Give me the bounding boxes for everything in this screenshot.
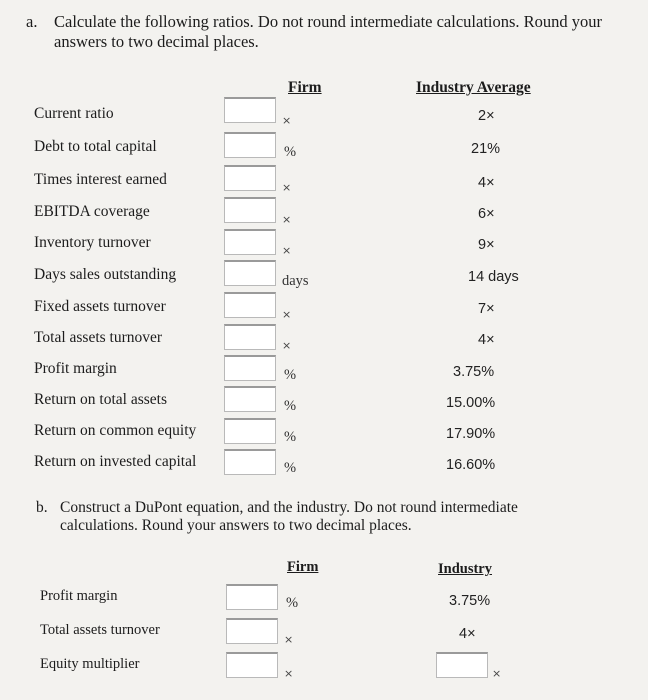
row-label-return-on-invested-capital: Return on invested capital [34, 453, 197, 470]
return-on-common-equity-input[interactable] [224, 418, 276, 444]
part-a-instructions [26, 12, 636, 52]
row-label-return-on-common-equity: Return on common equity [34, 422, 197, 439]
times-interest-earned-input[interactable] [224, 165, 276, 191]
dupont-profit-margin-input[interactable] [226, 584, 278, 610]
row-label-times-interest-earned: Times interest earned [34, 171, 167, 188]
return-on-invested-capital-industry: 16.60% [446, 457, 496, 473]
return-on-total-assets-input[interactable] [224, 386, 276, 412]
dupont-profit-margin-unit: % [286, 595, 299, 611]
times-interest-earned-industry: 4× [478, 175, 495, 191]
dupont-firm-column-header: Firm [287, 559, 319, 575]
total-assets-turnover-industry: 4× [478, 332, 495, 348]
dupont-total-assets-turnover-unit: × [284, 633, 294, 646]
row-label-current-ratio: Current ratio [34, 105, 114, 122]
times-interest-earned-unit: × [282, 181, 292, 194]
part-b-instructions [36, 499, 596, 535]
total-assets-turnover-unit: × [282, 339, 292, 352]
ebitda-coverage-input[interactable] [224, 197, 276, 223]
row-label-fixed-assets-turnover: Fixed assets turnover [34, 298, 166, 315]
current-ratio-input[interactable] [224, 97, 276, 123]
current-ratio-industry: 2× [478, 108, 495, 124]
profit-margin-industry: 3.75% [453, 364, 495, 380]
fixed-assets-turnover-input[interactable] [224, 292, 276, 318]
return-on-common-equity-industry: 17.90% [446, 426, 496, 442]
row-label-ebitda-coverage: EBITDA coverage [34, 203, 150, 220]
return-on-invested-capital-input[interactable] [224, 449, 276, 475]
dupont-total-assets-turnover-industry: 4× [459, 626, 476, 642]
profit-margin-input[interactable] [224, 355, 276, 381]
fixed-assets-turnover-unit: × [282, 308, 292, 321]
debt-to-total-capital-unit: % [284, 144, 297, 160]
return-on-invested-capital-unit: % [284, 460, 297, 476]
dupont-equity-multiplier-input[interactable] [226, 652, 278, 678]
part-a-text: Calculate the following ratios. Do not round intermediate calculations. Round your answers to two decimal places. [54, 12, 603, 51]
dupont-row-label-equity-multiplier: Equity multiplier [40, 656, 140, 672]
fixed-assets-turnover-industry: 7× [478, 301, 495, 317]
days-sales-outstanding-unit: days [282, 273, 309, 289]
dupont-row-label-profit-margin: Profit margin [40, 588, 118, 604]
debt-to-total-capital-industry: 21% [471, 141, 501, 157]
firm-column-header: Firm [288, 79, 322, 96]
dupont-total-assets-turnover-input[interactable] [226, 618, 278, 644]
ebitda-coverage-industry: 6× [478, 206, 495, 222]
dupont-industry-equity-multiplier-input[interactable] [436, 652, 488, 678]
row-label-profit-margin: Profit margin [34, 360, 117, 377]
debt-to-total-capital-input[interactable] [224, 132, 276, 158]
ebitda-coverage-unit: × [282, 213, 292, 226]
days-sales-outstanding-industry: 14 days [468, 269, 519, 285]
row-label-days-sales-outstanding: Days sales outstanding [34, 266, 177, 283]
part-a-letter: a. [26, 12, 38, 31]
dupont-row-label-total-assets-turnover: Total assets turnover [40, 622, 160, 638]
return-on-total-assets-unit: % [284, 398, 297, 414]
inventory-turnover-unit: × [282, 244, 292, 257]
inventory-turnover-input[interactable] [224, 229, 276, 255]
profit-margin-unit: % [284, 367, 297, 383]
days-sales-outstanding-input[interactable] [224, 260, 276, 286]
industry-average-column-header: Industry Average [416, 79, 531, 96]
part-b-text: Construct a DuPont equation, and the industry. Do not round intermediate calculations. Round your answers to two decimal places. [60, 499, 518, 534]
part-b-letter: b. [36, 499, 48, 516]
return-on-common-equity-unit: % [284, 429, 297, 445]
row-label-debt-to-total-capital: Debt to total capital [34, 138, 157, 155]
return-on-total-assets-industry: 15.00% [446, 395, 496, 411]
dupont-profit-margin-industry: 3.75% [449, 593, 491, 609]
dupont-equity-multiplier-unit: × [284, 667, 294, 680]
total-assets-turnover-input[interactable] [224, 324, 276, 350]
inventory-turnover-industry: 9× [478, 237, 495, 253]
row-label-inventory-turnover: Inventory turnover [34, 234, 151, 251]
row-label-total-assets-turnover: Total assets turnover [34, 329, 163, 346]
dupont-industry-equity-multiplier-unit: × [492, 667, 502, 680]
dupont-industry-column-header: Industry [438, 561, 492, 577]
row-label-return-on-total-assets: Return on total assets [34, 391, 168, 408]
current-ratio-unit: × [282, 114, 292, 127]
